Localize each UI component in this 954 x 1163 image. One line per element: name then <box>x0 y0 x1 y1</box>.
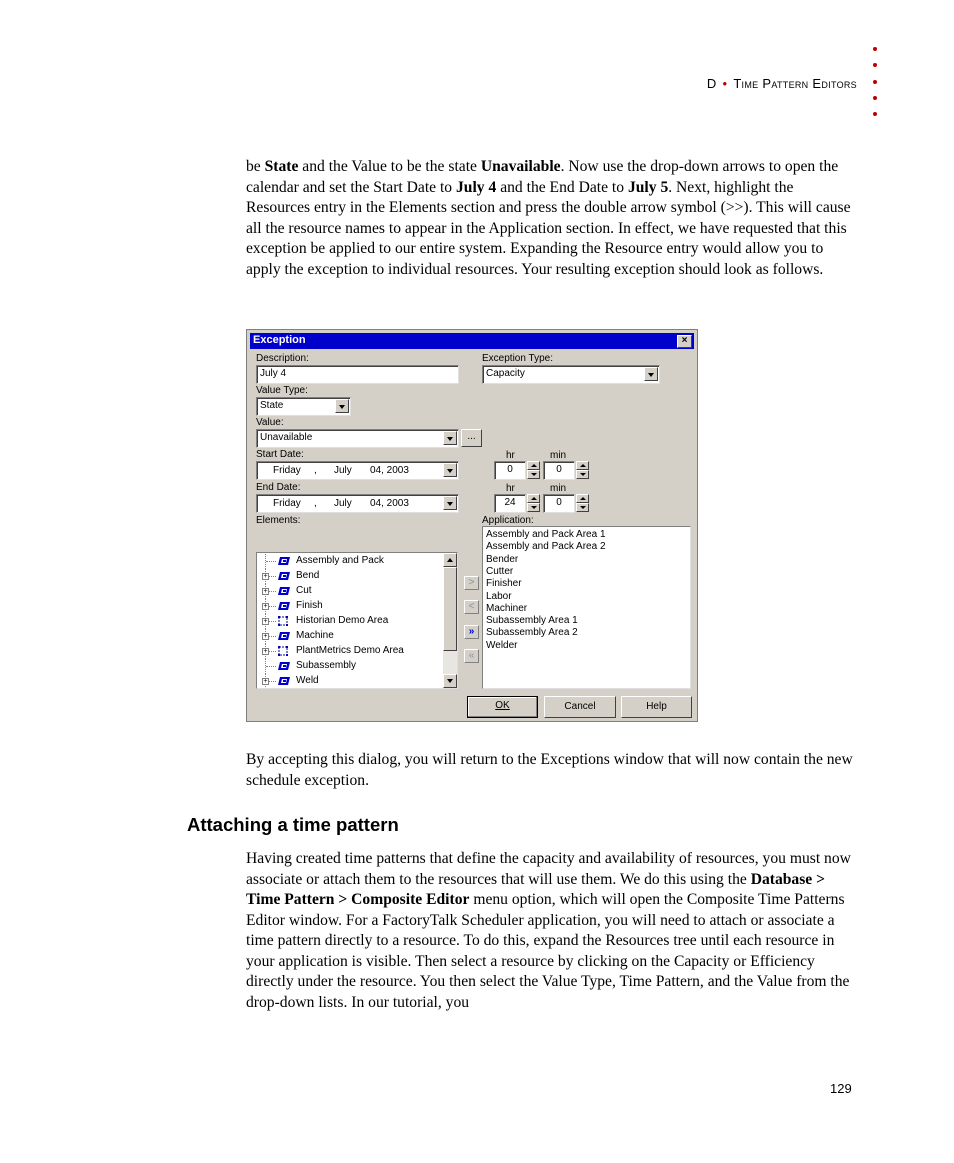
area-icon <box>277 646 291 656</box>
remove-button[interactable]: < <box>464 600 479 614</box>
resource-group-icon <box>277 661 291 671</box>
page-number: 129 <box>830 1081 852 1096</box>
running-header <box>707 76 857 91</box>
start-hr-field[interactable]: 0 <box>494 461 526 480</box>
start-hr-label: hr <box>506 450 515 461</box>
chevron-down-icon[interactable] <box>443 496 457 510</box>
end-date-picker[interactable] <box>256 494 459 513</box>
header-separator: • <box>722 76 728 91</box>
expand-icon[interactable]: + <box>263 603 268 610</box>
decorative-dots <box>873 47 879 128</box>
scroll-thumb[interactable] <box>443 567 457 651</box>
end-min-field[interactable]: 0 <box>543 494 575 513</box>
end-date-day: Friday <box>273 498 301 509</box>
expand-icon[interactable]: + <box>263 618 268 625</box>
start-min-label: min <box>550 450 567 461</box>
start-date-day: Friday <box>273 465 301 476</box>
resource-group-icon <box>277 601 291 611</box>
application-list-item[interactable]: Subassembly Area 1 <box>486 615 578 627</box>
spin-down-icon[interactable] <box>576 503 589 512</box>
start-min-spinner[interactable] <box>576 461 589 479</box>
start-date-date: 04, 2003 <box>370 465 409 476</box>
application-list-item[interactable]: Labor <box>486 590 512 602</box>
resource-group-icon <box>277 586 291 596</box>
intro-paragraph: be State and the Value to be the state Unavailable. Now use the drop-down arrows to open the calendar and set the Start Date to July 4 and the End Date to July 5. Next, highlight the Resources entry in the Elements section and press the double arrow symbol (>>). This will cause all the resource names to appear in the Application section. In effect, we have requested that this exception be applied to our entire system. Expanding the Resource entry would allow you to apply the exception to individual resources. Your resulting exception should look as follows. <box>246 158 851 278</box>
tree-item-label: Weld <box>296 675 319 686</box>
value-browse-button[interactable]: ... <box>461 429 482 447</box>
end-date-sep: , <box>314 498 317 509</box>
chevron-down-icon[interactable] <box>443 431 457 445</box>
application-list-item[interactable]: Finisher <box>486 578 522 590</box>
start-date-label: Start Date: <box>256 449 304 460</box>
chevron-down-icon[interactable] <box>644 367 658 381</box>
end-date-date: 04, 2003 <box>370 498 409 509</box>
end-date-label: End Date: <box>256 482 301 493</box>
section-heading: Attaching a time pattern <box>187 814 399 835</box>
end-min-spinner[interactable] <box>576 494 589 512</box>
area-icon <box>277 616 291 626</box>
exception-dialog <box>246 329 698 722</box>
add-all-button[interactable]: » <box>464 625 479 639</box>
dialog-titlebar[interactable] <box>250 333 694 349</box>
section-paragraph: Having created time patterns that define the capacity and availability of resources, you must now associate or attach them to the resources that will use them. We do this using the Database > Time Pattern > Composite Editor menu option, which will open the Composite Time Patterns Editor window. For a FactoryTalk Scheduler application, you will need to attach or associate a time pattern directly to a resource. To do this, expand the Resources tree until each resource in your application is visible. Then select a resource by clicking on the Capacity or Efficiency directly under the resource. You then select the Value Type, Time Pattern, and the Value from the drop-down lists. In our tutorial, you <box>246 850 851 1011</box>
expand-icon[interactable]: + <box>263 678 268 685</box>
spin-down-icon[interactable] <box>527 470 540 479</box>
tree-item-label: Machine <box>296 630 334 641</box>
ok-button[interactable] <box>467 696 538 718</box>
start-date-picker[interactable] <box>256 461 459 480</box>
chapter-title: Time Pattern Editors <box>733 76 857 91</box>
spin-up-icon[interactable] <box>527 461 540 470</box>
expand-icon[interactable]: + <box>263 648 268 655</box>
application-list-item[interactable]: Assembly and Pack Area 2 <box>486 541 606 553</box>
application-list-item[interactable]: Welder <box>486 639 518 651</box>
value-type-select[interactable] <box>256 397 351 416</box>
exception-type-label: Exception Type: <box>482 353 553 364</box>
tree-item-label: PlantMetrics Demo Area <box>296 645 404 656</box>
application-list-item[interactable]: Subassembly Area 2 <box>486 627 578 639</box>
close-icon: × <box>681 335 688 346</box>
application-list-item[interactable]: Cutter <box>486 565 514 577</box>
resource-group-icon <box>277 556 291 566</box>
remove-all-button[interactable]: « <box>464 649 479 663</box>
cancel-label: Cancel <box>564 701 596 712</box>
add-button[interactable]: > <box>464 576 479 590</box>
tree-connector <box>266 666 276 668</box>
description-field[interactable]: July 4 <box>256 365 459 384</box>
elements-scrollbar[interactable] <box>443 553 457 688</box>
scroll-up-icon[interactable] <box>443 553 457 567</box>
tree-item-label: Cut <box>296 585 312 596</box>
end-min-label: min <box>550 483 567 494</box>
tree-item-label: Assembly and Pack <box>296 555 384 566</box>
end-hr-label: hr <box>506 483 515 494</box>
elements-tree[interactable] <box>256 552 458 689</box>
tree-item-label: Historian Demo Area <box>296 615 389 626</box>
resource-group-icon <box>277 676 291 686</box>
end-hr-field[interactable]: 24 <box>494 494 526 513</box>
value-label: Value: <box>256 417 284 428</box>
spin-down-icon[interactable] <box>527 503 540 512</box>
expand-icon[interactable]: + <box>263 633 268 640</box>
resource-group-icon <box>277 631 291 641</box>
dialog-title: Exception <box>253 334 306 346</box>
cancel-button[interactable] <box>544 696 616 718</box>
end-hr-spinner[interactable] <box>527 494 540 512</box>
value-select[interactable] <box>256 429 459 448</box>
tree-connector <box>266 561 276 563</box>
help-button[interactable] <box>621 696 692 718</box>
application-list-item[interactable]: Bender <box>486 553 519 565</box>
spin-up-icon[interactable] <box>576 494 589 503</box>
tree-item-label: Subassembly <box>296 660 357 671</box>
after-dialog-paragraph: By accepting this dialog, you will return to the Exceptions window that will now contain the new schedule exception. <box>246 751 853 789</box>
chapter-letter: D <box>706 76 717 91</box>
help-label: Help <box>646 701 667 712</box>
start-min-field[interactable]: 0 <box>543 461 575 480</box>
application-list[interactable] <box>482 526 691 689</box>
resource-group-icon <box>277 571 291 581</box>
scroll-down-icon[interactable] <box>443 674 457 688</box>
value-value: Unavailable <box>260 432 313 443</box>
expand-icon[interactable]: + <box>263 573 268 580</box>
spin-up-icon[interactable] <box>527 494 540 503</box>
value-type-label: Value Type: <box>256 385 308 396</box>
value-type-value: State <box>260 400 284 411</box>
elements-label: Elements: <box>256 515 301 526</box>
spin-up-icon[interactable] <box>576 461 589 470</box>
ok-label: OK <box>495 700 510 711</box>
chevron-down-icon[interactable] <box>335 399 349 413</box>
exception-type-value: Capacity <box>486 368 525 379</box>
start-hr-spinner[interactable] <box>527 461 540 479</box>
application-list-item[interactable]: Machiner <box>486 602 528 614</box>
application-label: Application: <box>482 515 534 526</box>
chevron-down-icon[interactable] <box>443 463 457 477</box>
start-date-sep: , <box>314 465 317 476</box>
start-date-month: July <box>334 465 352 476</box>
close-button[interactable] <box>677 335 692 348</box>
spin-down-icon[interactable] <box>576 470 589 479</box>
tree-item-label: Finish <box>296 600 323 611</box>
exception-type-select[interactable] <box>482 365 660 384</box>
end-date-month: July <box>334 498 352 509</box>
expand-icon[interactable]: + <box>263 588 268 595</box>
application-list-item[interactable]: Assembly and Pack Area 1 <box>486 529 606 540</box>
tree-item-label: Bend <box>296 570 320 581</box>
description-label: Description: <box>256 353 309 364</box>
